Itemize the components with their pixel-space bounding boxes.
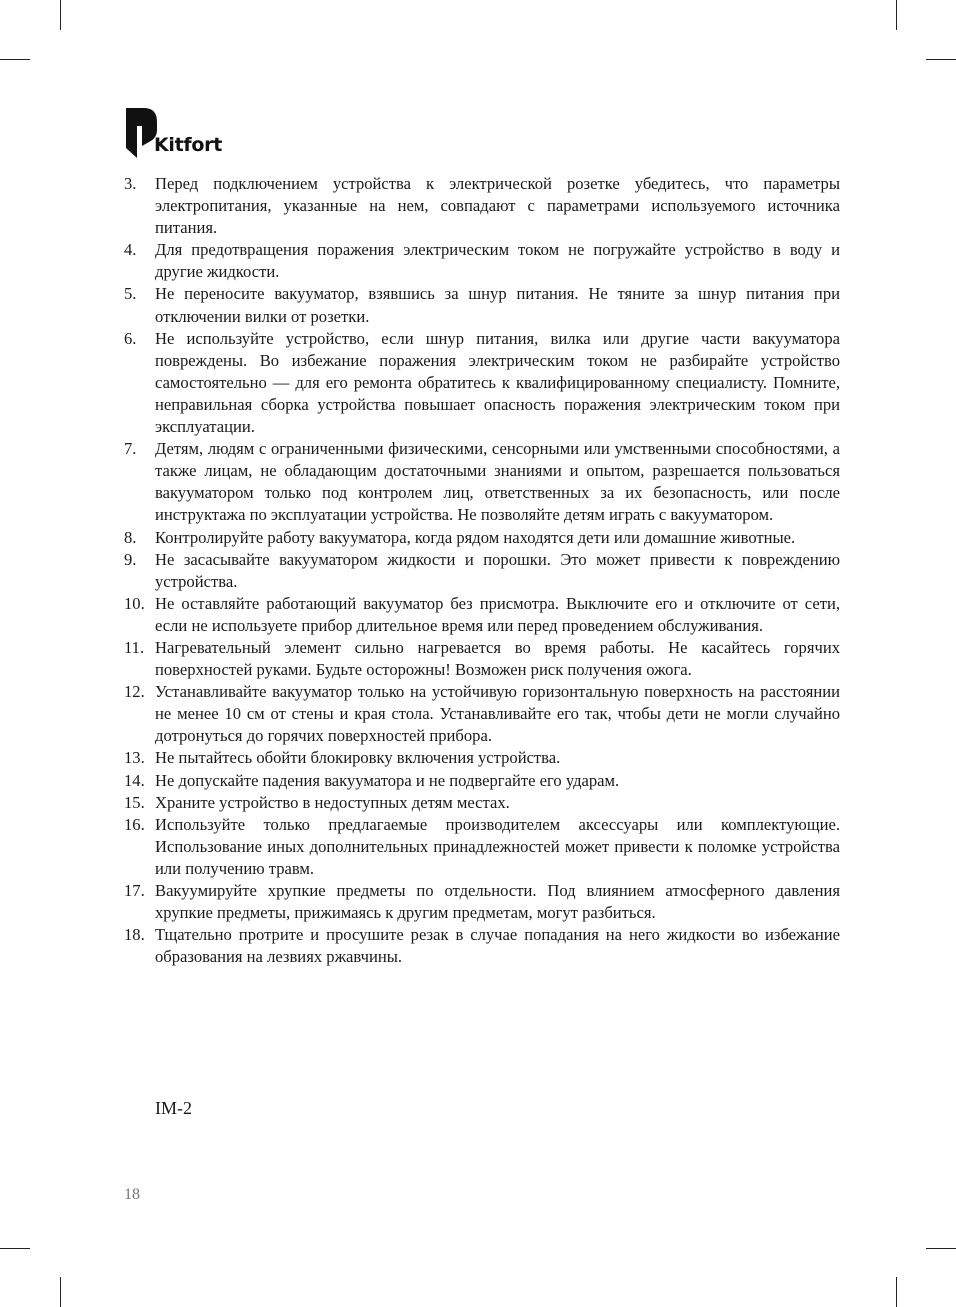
item-number: 10.: [124, 593, 145, 613]
crop-mark: [60, 0, 61, 30]
kitfort-logo-icon: [124, 108, 158, 158]
list-item: [124, 924, 840, 968]
brand-logo: [124, 108, 244, 158]
item-number: 16.: [124, 814, 145, 834]
item-number: 14.: [124, 770, 145, 790]
item-number: 6.: [124, 328, 137, 348]
list-item: [124, 770, 840, 792]
item-text: Не допускайте падения вакууматора и не подвергайте его ударам.: [155, 770, 620, 790]
item-text: Не пытайтесь обойти блокировку включения устройства.: [155, 748, 561, 768]
item-text: Не используйте устройство, если шнур питания, вилка или другие части вакууматора повреждены. Во избежание поражения электрическим током не разбирайте устройство самостоятельно — для его ремонта обратитесь к квалифицированному специалисту. Помните, неправильная сборка устройства повышает опасность поражения электрическим током при эксплуатации.: [155, 328, 840, 437]
item-number: 7.: [124, 439, 137, 459]
list-item: [124, 637, 840, 681]
document-code: IM-2: [155, 1098, 192, 1118]
crop-mark: [926, 1248, 956, 1249]
instructions-list: [124, 173, 840, 968]
list-item: [124, 681, 840, 747]
list-item: [124, 814, 840, 880]
item-number: 17.: [124, 881, 145, 900]
list-item: [124, 549, 840, 593]
brand-name: Kitfort: [154, 134, 222, 156]
item-text: Используйте только предлагаемые производителем аксессуары или комплектующие. Использование иных дополнительных принадлежностей может привести к поломке устройства или получению травм.: [155, 814, 840, 878]
list-item: [124, 283, 840, 327]
item-text: Устанавливайте вакууматор только на устойчивую горизонтальную поверхность на расстоянии не менее 10 см от стены и края стола. Устанавливайте его так, чтобы дети не могли случайно дотронуться до горячих поверхностей прибора.: [155, 682, 840, 746]
list-item: [124, 438, 840, 526]
item-text: Детям, людям с ограниченными физическими, сенсорными или умственными способностями, а также лицам, не обладающим достаточными знаниями и опытом, разрешается пользоваться вакууматором только под контролем лиц, ответственных за их безопасность, или после инструктажа по эксплуатации устройства. Не позволяйте детям играть с вакууматором.: [155, 439, 840, 525]
item-number: 15.: [124, 792, 145, 812]
list-item: [124, 328, 840, 438]
crop-mark: [926, 59, 956, 60]
page-number: 18: [124, 1186, 140, 1203]
list-item: [124, 747, 840, 769]
item-text: Для предотвращения поражения электрическим током не погружайте устройство в воду и другие жидкости.: [155, 240, 840, 282]
item-number: 3.: [124, 174, 137, 193]
item-text: Храните устройство в недоступных детям местах.: [155, 792, 510, 812]
item-text: Не переносите вакууматор, взявшись за шнур питания. Не тяните за шнур питания при отключении вилки от розетки.: [155, 284, 840, 326]
list-item: [124, 527, 840, 549]
item-text: Не засасывайте вакууматором жидкости и порошки. Это может привести к повреждению устройства.: [155, 549, 840, 591]
crop-mark: [60, 1277, 61, 1307]
item-text: Не оставляйте работающий вакууматор без присмотра. Выключите его и отключите от сети, если не используете прибор длительное время или перед проведением обслуживания.: [155, 593, 840, 635]
safety-instructions: [124, 173, 840, 968]
crop-mark: [0, 59, 30, 60]
item-number: 12.: [124, 682, 145, 702]
item-text: Контролируйте работу вакууматора, когда рядом находятся дети или домашние животные.: [155, 527, 796, 547]
list-item: [124, 173, 840, 239]
item-number: 5.: [124, 284, 137, 304]
list-item: [124, 239, 840, 283]
crop-mark: [896, 0, 897, 30]
item-number: 11.: [124, 637, 145, 657]
list-item: [124, 792, 840, 814]
list-item: [124, 593, 840, 637]
list-item: [124, 880, 840, 924]
crop-mark: [896, 1277, 897, 1307]
item-number: 13.: [124, 748, 145, 768]
item-text: Вакуумируйте хрупкие предметы по отдельности. Под влиянием атмосферного давления хрупкие предметы, прижимаясь к другим предметам, могут разбиться.: [155, 881, 840, 923]
crop-mark: [0, 1248, 30, 1249]
item-text: Нагревательный элемент сильно нагревается во время работы. Не касайтесь горячих поверхностей руками. Будьте осторожны! Возможен риск получения ожога.: [155, 637, 840, 680]
item-text: Тщательно протрите и просушите резак в случае попадания на него жидкости во избежание образования на лезвиях ржавчины.: [155, 925, 840, 967]
item-number: 18.: [124, 925, 145, 945]
item-text: Перед подключением устройства к электрической розетке убедитесь, что параметры электропитания, указанные на нем, совпадают с параметрами используемого источника питания.: [155, 174, 840, 238]
item-number: 8.: [124, 527, 137, 547]
item-number: 4.: [124, 240, 137, 260]
item-number: 9.: [124, 549, 137, 569]
